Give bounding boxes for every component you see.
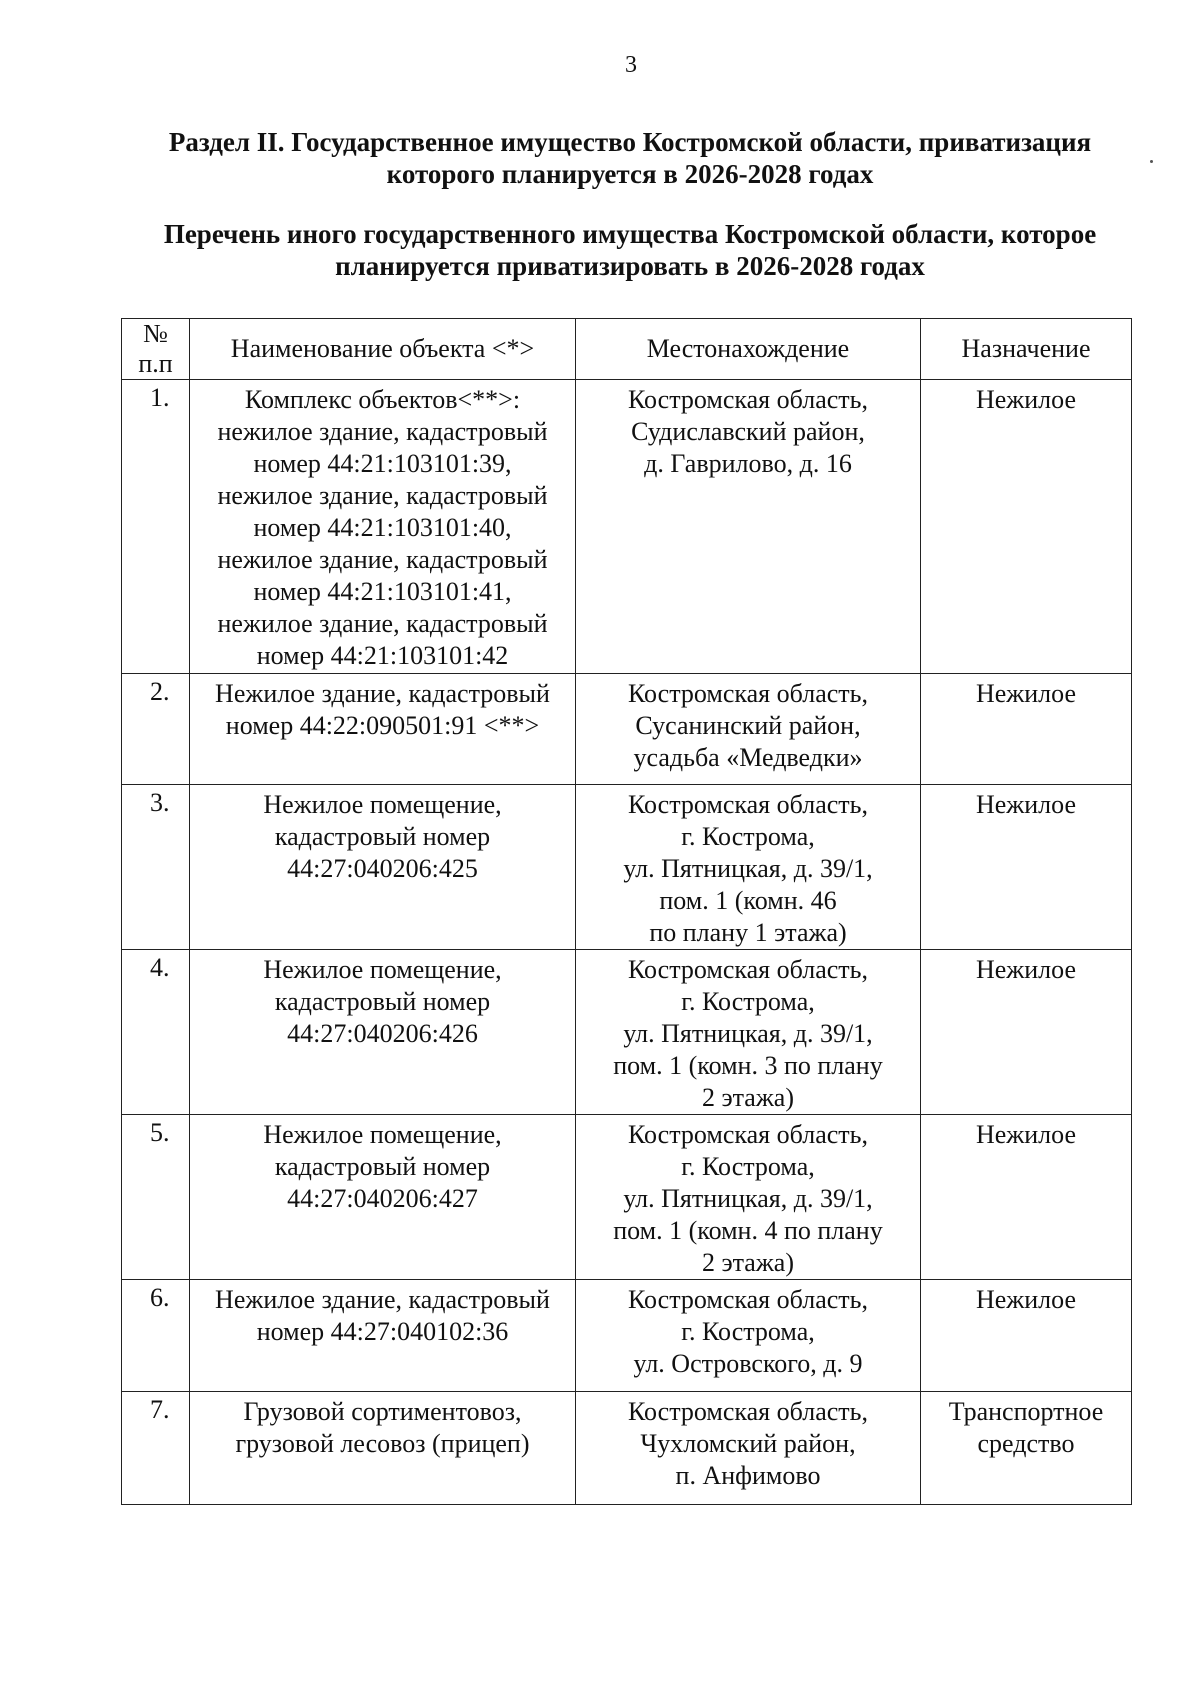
table-row <box>122 674 1132 785</box>
row-purpose: Нежилое <box>921 785 1132 950</box>
scan-speck <box>1150 160 1153 163</box>
row-num: 1. <box>122 380 190 674</box>
row-name: Нежилое помещение, кадастровый номер 44:27:040206:425 <box>190 785 576 950</box>
table-row <box>122 1280 1132 1392</box>
row-name: Комплекс объектов<**>: нежилое здание, кадастровый номер 44:21:103101:39, нежилое здание, кадастровый номер 44:21:103101:40, нежилое здание, кадастровый номер 44:21:103101:41, нежилое здание, кадастровый номер 44:21:103101:42 <box>190 380 576 674</box>
row-name: Нежилое здание, кадастровый номер 44:27:040102:36 <box>190 1280 576 1392</box>
page-number: 3 <box>625 52 637 78</box>
section-title: Раздел II. Государственное имущество Костромской области, приватизация которого планируется в 2026-2028 годах <box>168 127 1092 189</box>
row-purpose: Транспортное средство <box>921 1392 1132 1505</box>
row-name: Нежилое помещение, кадастровый номер 44:27:040206:426 <box>190 950 576 1115</box>
row-num: 6. <box>122 1280 190 1392</box>
row-location: Костромская область, Сусанинский район, усадьба «Медведки» <box>576 674 921 785</box>
table-row <box>122 380 1132 674</box>
row-location: Костромская область, Судиславский район, д. Гаврилово, д. 16 <box>576 380 921 674</box>
row-name: Нежилое помещение, кадастровый номер 44:27:040206:427 <box>190 1115 576 1280</box>
row-purpose: Нежилое <box>921 380 1132 674</box>
header-location: Местонахождение <box>576 319 921 380</box>
table-row <box>122 1115 1132 1280</box>
row-purpose: Нежилое <box>921 1115 1132 1280</box>
row-num: 5. <box>122 1115 190 1280</box>
row-num: 3. <box>122 785 190 950</box>
table-row <box>122 1392 1132 1505</box>
row-location: Костромская область, г. Кострома, ул. Пятницкая, д. 39/1, пом. 1 (комн. 46 по плану 1 этажа) <box>576 785 921 950</box>
row-location: Костромская область, г. Кострома, ул. Пятницкая, д. 39/1, пом. 1 (комн. 4 по плану 2 этажа) <box>576 1115 921 1280</box>
header-purpose: Назначение <box>921 319 1132 380</box>
header-num: № п.п <box>122 319 190 380</box>
table-row <box>122 785 1132 950</box>
row-purpose: Нежилое <box>921 1280 1132 1392</box>
row-name: Нежилое здание, кадастровый номер 44:22:090501:91 <**> <box>190 674 576 785</box>
table-header-row <box>122 319 1132 380</box>
row-num: 2. <box>122 674 190 785</box>
row-location: Костромская область, г. Кострома, ул. Пятницкая, д. 39/1, пом. 1 (комн. 3 по плану 2 этажа) <box>576 950 921 1115</box>
table-row <box>122 950 1132 1115</box>
row-location: Костромская область, г. Кострома, ул. Островского, д. 9 <box>576 1280 921 1392</box>
row-name: Грузовой сортиментовоз, грузовой лесовоз (прицеп) <box>190 1392 576 1505</box>
list-title: Перечень иного государственного имущества Костромской области, которое планируется приватизировать в 2026-2028 годах <box>163 219 1097 281</box>
property-table <box>121 318 1132 1505</box>
row-location: Костромская область, Чухломский район, п. Анфимово <box>576 1392 921 1505</box>
row-purpose: Нежилое <box>921 674 1132 785</box>
row-num: 4. <box>122 950 190 1115</box>
header-name: Наименование объекта <*> <box>190 319 576 380</box>
row-num: 7. <box>122 1392 190 1505</box>
row-purpose: Нежилое <box>921 950 1132 1115</box>
